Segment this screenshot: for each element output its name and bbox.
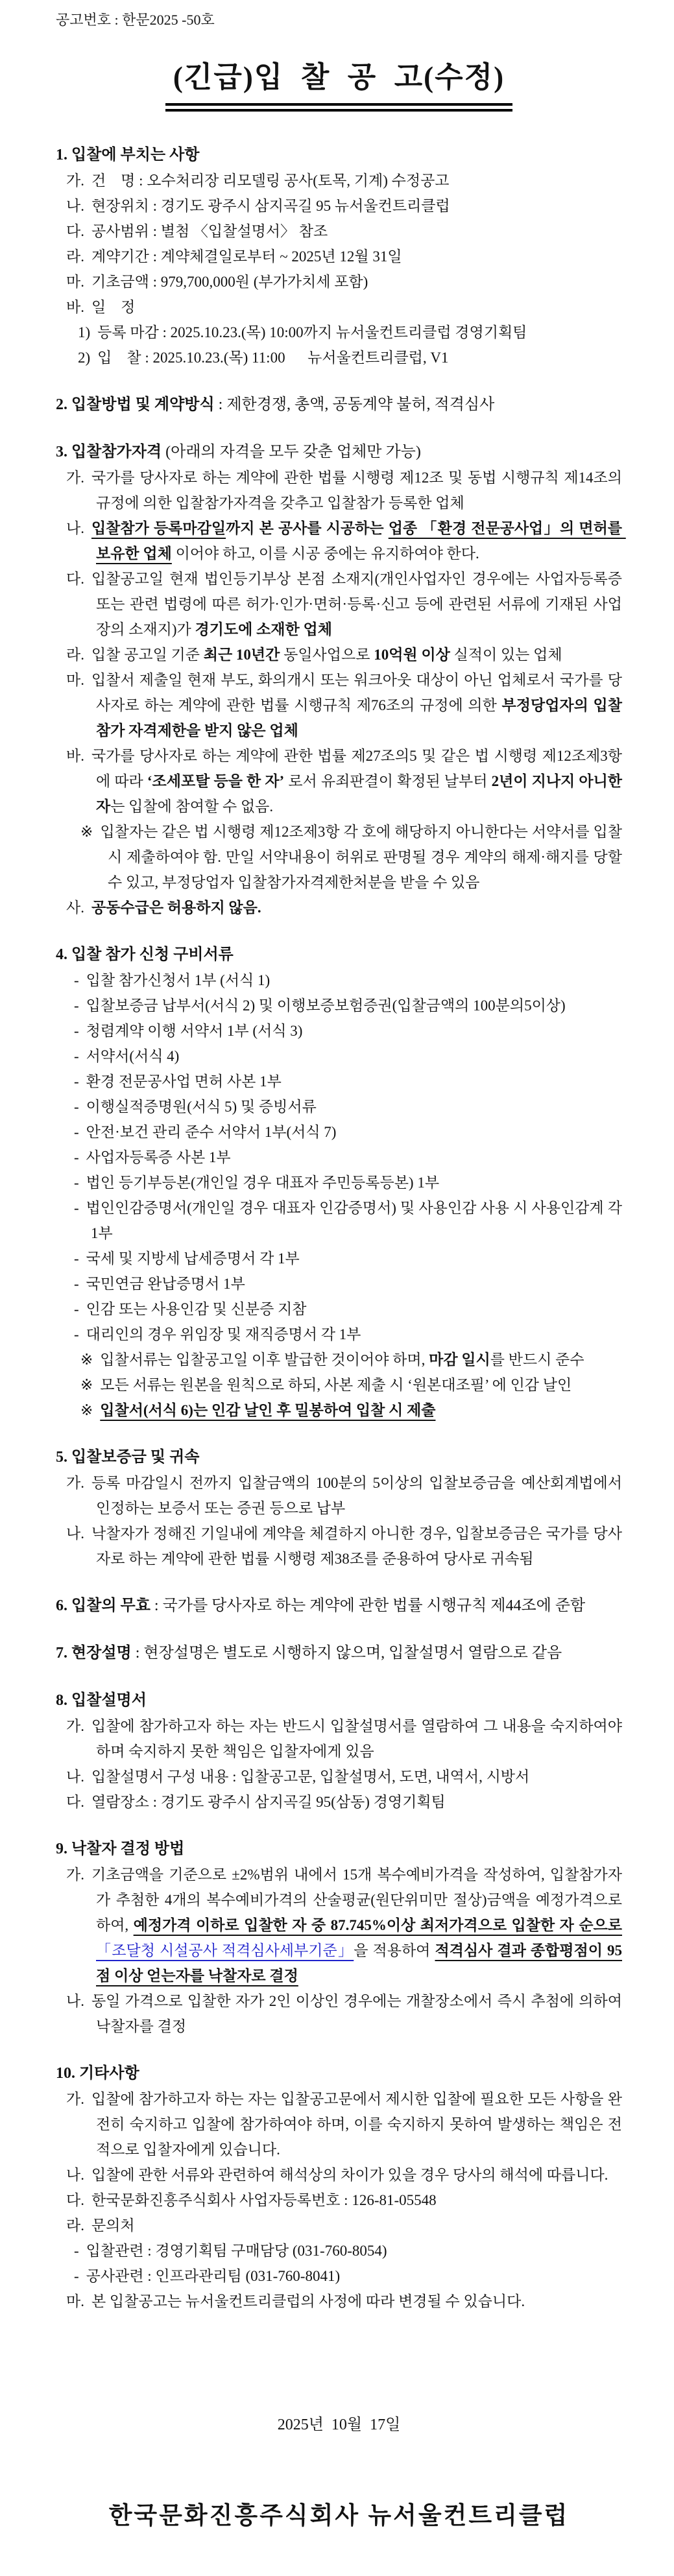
line-text (86, 1149, 231, 1165)
doc-line-dash (74, 1044, 622, 1069)
line-label: - (74, 997, 79, 1014)
line-text (91, 1525, 622, 1567)
doc-line-dash (74, 1246, 622, 1271)
text-segment: 업종 「환경 전문공사업」의 면허를 보유한 업체 (96, 520, 626, 562)
line-text (56, 396, 494, 413)
doc-line-dash (74, 1322, 622, 1347)
section-6-heading (56, 1593, 622, 1619)
doc-line-item (66, 193, 622, 219)
doc-line-dash (74, 993, 622, 1018)
doc-line-dash (74, 1271, 622, 1296)
text-segment: 7. 현장설명 (56, 1645, 132, 1662)
text-segment: 인감 또는 사용인감 및 신분증 지참 (86, 1301, 307, 1317)
doc-line-dash (74, 1145, 622, 1170)
doc-line-item (66, 895, 622, 920)
text-segment: 6. 입찰의 무효 (56, 1597, 150, 1614)
doc-line-item (66, 294, 622, 320)
line-label: - (74, 1149, 79, 1165)
text-segment: 일 정 (91, 299, 136, 315)
text-segment: 문의처 (91, 2217, 135, 2234)
line-text (86, 1250, 300, 1267)
line-label: - (74, 1326, 79, 1342)
text-segment: 까지 본 공사를 시공하는 (226, 520, 389, 536)
doc-line-item (66, 2289, 622, 2314)
text-segment: 본 입찰공고는 뉴서울컨트리클럽의 사정에 따라 변경될 수 있습니다. (91, 2293, 525, 2309)
line-text (56, 1597, 585, 1614)
line-label: 가. (66, 1866, 84, 1883)
line-text (91, 1866, 626, 1984)
line-text (91, 2192, 437, 2208)
line-text (56, 444, 421, 460)
text-segment: 기초금액을 기준으로 ±2%범위 내에서 15개 복수예비가격을 작성하여, 입찰참가자가 추첨한 4개의 복수예비가격의 산술평균(원단위미만 절상)금액을 예정가격으로 하여, (91, 1866, 626, 1933)
text-segment: 경기도에 소재한 업체 (195, 621, 332, 638)
line-text (91, 672, 626, 739)
text-segment: 입찰보증금 납부서(서식 2) 및 이행보증보험증권(입찰금액의 100분의5이상) (86, 997, 566, 1014)
line-label: 다. (66, 223, 84, 239)
line-label: - (74, 1073, 79, 1090)
text-segment: 입찰서 제출일 현재 부도, 화의개시 또는 워크아웃 대상이 아닌 업체로서 국가를 당사자로 하는 계약에 관한 법률 시행규칙 제76조의 규정에 의한 (91, 672, 622, 713)
text-segment: 마감 일시 (429, 1352, 490, 1368)
text-segment (622, 773, 626, 789)
text-segment: 는 입찰에 참여할 수 없음. (110, 798, 274, 815)
line-label: 나. (66, 1993, 84, 2009)
line-text (91, 173, 450, 189)
section-8-heading (56, 1688, 622, 1713)
line-text (97, 350, 448, 366)
text-segment: 입찰참가 등록마감일 (91, 520, 226, 536)
text-segment: 계약기간 : 계약체결일로부터 ~ 2025년 12월 31일 (91, 248, 402, 265)
line-text (91, 248, 402, 265)
doc-line-dash (74, 1195, 626, 1246)
text-segment: 입찰관련 : 경영기획팀 구매담당 (031-760-8054) (86, 2243, 387, 2259)
text-segment: 사업자등록증 사본 1부 (86, 1149, 231, 1165)
doc-line-dash (74, 1170, 622, 1195)
text-segment: : 국가를 당사자로 하는 계약에 관한 법률 시행규칙 제44조에 준함 (150, 1597, 586, 1614)
text-segment: 국세 및 지방세 납세증명서 각 1부 (86, 1250, 300, 1267)
line-label: 가. (66, 470, 84, 486)
line-text (86, 1023, 303, 1039)
line-label: - (74, 2268, 79, 2284)
line-label: ※ (80, 824, 93, 840)
doc-line-item (66, 2086, 622, 2162)
text-segment: 동일사업으로 (280, 647, 374, 663)
text-segment: 를 반드시 준수 (490, 1352, 584, 1368)
doc-line-item (66, 465, 626, 516)
line-text (91, 1769, 529, 1785)
doc-line-dash (74, 1094, 622, 1119)
line-label: 나. (66, 1525, 84, 1542)
text-segment: 입찰공고일 현재 법인등기부상 본점 소재지(개인사업자인 경우에는 사업자등록증 또는 관련 법령에 따른 허가·인가·면허·등록·신고 등에 관련된 서류에 기재된 사업장의 소재지)가 (91, 571, 626, 638)
text-segment: 열람장소 : 경기도 광주시 삼지곡길 95(삼동) 경영기획팀 (91, 1794, 446, 1810)
line-text (91, 1993, 626, 2034)
line-text (56, 1449, 199, 1466)
line-text (86, 1124, 337, 1140)
text-segment: 이어야 하고, 이를 시공 중에는 유지하여야 한다. (171, 545, 479, 562)
line-text (91, 470, 626, 511)
text-segment: 낙찰자가 정해진 기일내에 계약을 체결하지 아니한 경우, 입찰보증금은 국가를 당사자로 하는 계약에 관한 법률 시행령 제38조를 준용하여 당사로 귀속됨 (91, 1525, 622, 1567)
text-segment: 한국문화진흥주식회사 사업자등록번호 : 126-81-05548 (91, 2192, 437, 2208)
text-segment: 공사범위 : 별첨 〈입찰설명서〉 참조 (91, 223, 328, 239)
text-segment: 입찰 공고일 기준 (91, 647, 204, 663)
text-segment: 법인 등기부등본(개인일 경우 대표자 주민등록등본) 1부 (86, 1175, 440, 1191)
line-label: 라. (66, 2217, 84, 2234)
doc-line-note (80, 819, 626, 895)
line-text (56, 147, 199, 163)
line-label: - (74, 1250, 79, 1267)
doc-line-item (66, 269, 622, 294)
line-label: 라. (66, 647, 84, 663)
text-segment: (아래의 자격을 모두 갖춘 업체만 가능) (162, 444, 421, 460)
line-text (86, 2243, 387, 2259)
text-segment: 입찰 참가신청서 1부 (서식 1) (86, 972, 271, 988)
doc-line-item (66, 2188, 622, 2213)
doc-line-dash (74, 1119, 622, 1145)
line-text (86, 1073, 282, 1090)
line-text (100, 824, 625, 890)
text-segment: 예정가격 이하로 입찰한 자 중 87.745%이상 최저가격으로 입찰한 자 순으로 (133, 1917, 622, 1933)
text-segment: 안전·보건 관리 준수 서약서 1부(서식 7) (86, 1124, 337, 1140)
line-text (91, 1475, 626, 1516)
line-label: 가. (66, 1718, 84, 1734)
line-text (91, 223, 328, 239)
line-text (91, 520, 626, 562)
text-segment: 로서 유죄판결이 확정된 날부터 (284, 773, 492, 789)
text-segment: 서약서(서식 4) (86, 1048, 180, 1064)
section-9-heading (56, 1837, 622, 1862)
line-label: - (74, 1099, 79, 1115)
line-label: - (74, 1175, 79, 1191)
line-label: 나. (66, 520, 84, 536)
section-1-heading (56, 143, 622, 168)
doc-line-item (66, 1764, 622, 1789)
line-text (86, 1301, 307, 1317)
line-label: - (74, 1301, 79, 1317)
text-segment: 10. 기타사항 (56, 2065, 139, 2082)
line-label: - (74, 1023, 79, 1039)
line-label: 마. (66, 274, 84, 290)
text-segment: 을 적용하여 (354, 1942, 435, 1959)
line-text (56, 946, 234, 963)
text-segment: 8. 입찰설명서 (56, 1692, 147, 1709)
line-label: 바. (66, 299, 84, 315)
line-text (56, 1645, 562, 1662)
doc-line-item (66, 2162, 622, 2188)
line-text (86, 1175, 439, 1191)
doc-line-item (66, 743, 622, 819)
text-segment: ‘조세포탈 등을 한 자’ (147, 773, 285, 789)
text-segment: 5. 입찰보증금 및 귀속 (56, 1449, 200, 1466)
line-text (86, 2268, 340, 2284)
line-label: 나. (66, 1769, 84, 1785)
doc-line-dash (74, 2238, 622, 2263)
line-label: 마. (66, 672, 84, 688)
text-segment: 대리인의 경우 위임장 및 재직증명서 각 1부 (86, 1326, 361, 1342)
line-text (91, 2091, 622, 2158)
doc-line-dash (74, 1069, 622, 1094)
line-label: 라. (66, 248, 84, 265)
text-segment: 4. 입찰 참가 신청 구비서류 (56, 946, 234, 963)
line-text (97, 324, 527, 340)
criteria-reference-link-text: 「조달청 시설공사 적격심사세부기준」 (96, 1942, 354, 1959)
text-segment: 입찰설명서 구성 내용 : 입찰공고문, 입찰설명서, 도면, 내역서, 시방서 (91, 1769, 530, 1785)
line-text (86, 972, 271, 988)
text-segment: 적격심사 결과 종합평점이 95점 이상 얻는자를 낙찰자로 결정 (96, 1942, 622, 1984)
text-segment: : 현장설명은 별도로 시행하지 않으며, 입찰설명서 열람으로 같음 (131, 1645, 562, 1662)
section-2-heading (56, 392, 622, 418)
line-label: - (74, 2243, 79, 2259)
text-segment: 9. 낙찰자 결정 방법 (56, 1841, 185, 1857)
line-label: 가. (66, 173, 84, 189)
line-text (86, 1099, 317, 1115)
doc-line-item (66, 168, 622, 193)
doc-line-item (66, 1988, 626, 2039)
line-text (86, 1200, 626, 1241)
issuing-company: 한국문화진흥주식회사 뉴서울컨트리클럽 (108, 2503, 570, 2529)
doc-line-note (80, 1347, 622, 1372)
section-5-heading (56, 1445, 622, 1470)
doc-line-item (66, 1862, 626, 1988)
line-text (91, 1718, 626, 1759)
text-segment: 최근 10년간 (203, 647, 280, 663)
doc-line-item (66, 244, 622, 269)
line-text (91, 2293, 525, 2309)
line-label: ※ (80, 1352, 93, 1368)
text-segment: 2년이 지나지 아니한 (491, 773, 623, 789)
line-label: ※ (80, 1402, 93, 1418)
doc-line-item (66, 1789, 622, 1815)
text-segment: 국가를 당사자로 하는 계약에 관한 법률 제27조의5 및 같은 법 시행령 제12조제3항에 따라 (91, 748, 622, 789)
text-segment (622, 1917, 626, 1933)
doc-line-item (66, 566, 626, 642)
doc-line-dash (74, 968, 622, 993)
text-segment: 실적이 있는 업체 (450, 647, 562, 663)
line-text (91, 2167, 608, 2183)
text-segment: 등록 마감일시 전까지 입찰금액의 100분의 5이상의 입찰보증금을 예산회계법에서 인정하는 보증서 또는 증권 등으로 납부 (91, 1475, 626, 1516)
text-segment: 10억원 이상 (374, 647, 450, 663)
line-text (86, 1048, 180, 1064)
line-text (100, 1377, 572, 1393)
line-text (91, 2217, 135, 2234)
doc-line-note (80, 1398, 622, 1423)
line-text (100, 1402, 435, 1418)
text-segment: 입 찰 : 2025.10.23.(목) 11:00 뉴서울컨트리클럽, V1 (97, 350, 449, 366)
line-label: 마. (66, 2293, 84, 2309)
text-segment: 건 명 : 오수처리장 리모델링 공사(토목, 기계) 수정공고 (91, 173, 450, 189)
text-segment: 입찰에 관한 서류와 관련하여 해석상의 차이가 있을 경우 당사의 해석에 따릅니다. (91, 2167, 608, 2183)
line-text (56, 1841, 184, 1857)
notice-number: 공고번호 : 한문2025 -50호 (56, 12, 215, 28)
text-segment: 기초금액 : 979,700,000원 (부가가치세 포함) (91, 274, 368, 290)
doc-line-item (66, 219, 622, 244)
line-text (86, 1276, 245, 1292)
line-label: 1) (78, 324, 91, 340)
text-segment: 동일 가격으로 입찰한 자가 2인 이상인 경우에는 개찰장소에서 즉시 추첨에 의하여 낙찰자를 결정 (91, 1993, 626, 2034)
line-text (91, 1794, 446, 1810)
text-segment: 모든 서류는 원본을 원칙으로 하되, 사본 제출 시 ‘원본대조필’ 에 인감 날인 (100, 1377, 572, 1393)
line-label: - (74, 1200, 79, 1216)
section-3-heading (56, 440, 622, 465)
text-segment: 3. 입찰참가자격 (56, 444, 162, 460)
section-4-heading (56, 942, 622, 968)
line-label: 나. (66, 2167, 84, 2183)
text-segment: 청렴계약 이행 서약서 1부 (서식 3) (86, 1023, 303, 1039)
text-segment: 이행실적증명원(서식 5) 및 증빙서류 (86, 1099, 317, 1115)
doc-line-dash (74, 2263, 622, 2289)
text-segment: 현장위치 : 경기도 광주시 삼지곡길 95 뉴서울컨트리클럽 (91, 198, 450, 214)
line-text (56, 2065, 139, 2082)
text-segment: 입찰에 참가하고자 하는 자는 입찰공고문에서 제시한 입찰에 필요한 모든 사항을 완전히 숙지하고 입찰에 참가하여야 하며, 이를 숙지하지 못하여 발생하는 책임은 전적으로 입찰자에게 있습니다. (91, 2091, 622, 2158)
text-segment: 입찰서(서식 6)는 인감 날인 후 밀봉하여 입찰 시 제출 (100, 1402, 436, 1418)
doc-line-sub (78, 320, 622, 345)
doc-line-item (66, 1521, 622, 1571)
doc-line-dash (74, 1018, 622, 1044)
line-label: 사. (66, 900, 84, 916)
line-label: 가. (66, 1475, 84, 1491)
text-segment: : 제한경쟁, 총액, 공동계약 불허, 적격심사 (214, 396, 495, 413)
line-text (100, 1352, 584, 1368)
line-label: - (74, 1124, 79, 1140)
line-text (91, 748, 626, 815)
doc-line-note (80, 1372, 622, 1398)
line-label: 가. (66, 2091, 84, 2107)
line-text (91, 299, 135, 315)
section-7-heading (56, 1641, 622, 1666)
doc-line-item (66, 2213, 622, 2238)
doc-line-item (66, 642, 622, 667)
document-body (56, 143, 626, 2314)
line-label: - (74, 972, 79, 988)
text-segment: 입찰자는 같은 법 시행령 제12조제3항 각 호에 해당하지 아니한다는 서약서를 입찰시 제출하여야 함. 만일 서약내용이 허위로 판명될 경우 계약의 해제·해지를 당할 수 있고, 부정당업자 입찰참가자격제한처분을 받을 수 있음 (100, 824, 626, 890)
line-text (86, 997, 566, 1014)
text-segment: 국민연금 완납증명서 1부 (86, 1276, 245, 1292)
line-label: 다. (66, 571, 84, 587)
doc-line-dash (74, 1296, 622, 1322)
text-segment: 환경 전문공사업 면허 사본 1부 (86, 1073, 282, 1090)
line-label: 다. (66, 1794, 84, 1810)
doc-line-sub (78, 345, 622, 370)
page-title: (긴급)입 찰 공 고(수정) (165, 53, 512, 112)
line-label: 다. (66, 2192, 84, 2208)
text-segment: 입찰서류는 입찰공고일 이후 발급한 것이어야 하며, (100, 1352, 429, 1368)
line-text (91, 571, 626, 638)
doc-line-item (66, 1713, 626, 1764)
text-segment: 공동수급은 허용하지 않음. (91, 900, 261, 916)
document-title-wrap (56, 53, 622, 112)
text-segment: 입찰에 참가하고자 하는 자는 반드시 입찰설명서를 열람하여 그 내용을 숙지하여야 하며 숙지하지 못한 책임은 입찰자에게 있음 (91, 1718, 626, 1759)
text-segment: 부정당업자의 입찰 참가 자격제한을 받지 않은 업체 (96, 697, 626, 739)
section-10-heading (56, 2061, 622, 2086)
text-segment: 1. 입찰에 부치는 사항 (56, 147, 200, 163)
line-text (91, 198, 450, 214)
line-text (91, 647, 562, 663)
line-label: 바. (66, 748, 84, 764)
line-text (86, 1326, 361, 1342)
doc-line-item (66, 516, 626, 566)
line-label: 나. (66, 198, 84, 214)
announcement-date: 2025년 10월 17일 (277, 2416, 401, 2433)
line-text (91, 900, 261, 916)
text-segment: 법인인감증명서(개인일 경우 대표자 인감증명서) 및 사용인감 사용 시 사용인감계 각 1부 (86, 1200, 626, 1241)
text-segment: 자 (96, 798, 111, 815)
text-segment: 2. 입찰방법 및 계약방식 (56, 396, 215, 413)
line-label: ※ (80, 1377, 93, 1393)
line-label: - (74, 1276, 79, 1292)
line-label: - (74, 1048, 79, 1064)
line-text (91, 274, 368, 290)
doc-line-item (66, 667, 626, 743)
line-text (56, 1692, 147, 1709)
text-segment: 국가를 당사자로 하는 계약에 관한 법률 시행령 제12조 및 동법 시행규칙 제14조의 규정에 의한 입찰참가자격을 갖추고 입찰참가 등록한 업체 (91, 470, 626, 511)
text-segment: 등록 마감 : 2025.10.23.(목) 10:00까지 뉴서울컨트리클럽 경영기획팀 (97, 324, 527, 340)
doc-line-item (66, 1470, 626, 1521)
text-segment: 공사관련 : 인프라관리팀 (031-760-8041) (86, 2268, 341, 2284)
line-label: 2) (78, 350, 91, 366)
